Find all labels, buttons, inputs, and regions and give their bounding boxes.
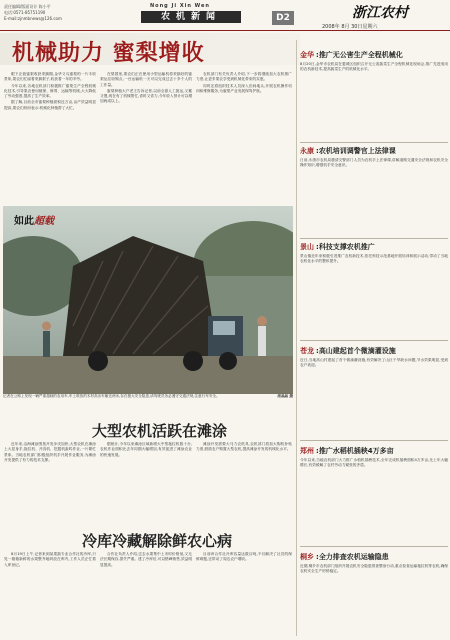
article-2-title: 大型农机活跃在滩涂	[92, 422, 228, 440]
brief-zhengzhou	[300, 446, 448, 542]
masthead-rule	[0, 30, 450, 31]
news-photo	[3, 206, 293, 394]
article-2-paragraph: 近年来,沿海滩涂围垦开发步伐加快,大型农机在滩涂上大显身手,拖拉机、开沟机、挖掘机轰鸣作业,一片繁忙景象。当地农机部门积极组织机手开展作业服务,为滩涂开发提供了有力的技术支撑。	[4, 442, 96, 462]
lead-paragraph: 在梨园里,果农们正在使用小型运输机将采摘好的蜜梨运往收购点,一台运输机一天可以完成过去十多个人的工作量。	[100, 72, 192, 87]
brief-place: 郑州	[300, 446, 314, 455]
brief-separator	[300, 142, 448, 143]
brief-heading: 郑州 :推广水稻机插秧4万多亩	[300, 446, 394, 455]
brief-yongkang	[300, 146, 448, 236]
brief-place: 永康	[300, 146, 314, 155]
brief-separator	[300, 546, 448, 547]
brief-place: 金华	[300, 50, 314, 59]
brief-jingshan	[300, 242, 448, 336]
brief-body: 今年以来,当地农机部门大力推广水稻机插秧技术,全年完成机插秧面积4万多亩,比上年大幅增长,有效缓解了农村劳动力紧张的矛盾。	[300, 458, 448, 468]
article-3-paragraph: 8月19日上午,记者来到某果蔬专业合作社的冷库,只见一箱箱新鲜的水果整齐地码放在库内,工作人员正忙着入库登记。	[4, 552, 96, 567]
lead-paragraph: 同时还将组织技术人员深入田间地头,开展农机操作培训和维修服务,为蜜梨产业发展保驾护航。	[196, 83, 292, 93]
brief-place: 景山	[300, 242, 314, 251]
brief-body: 日前,永康市农机局邀请交警部门人员为农机手上法律课,讲解道路交通安全法规和农机安全操作知识,增强机手安全意识。	[300, 158, 448, 168]
masthead-editor-line: 责任编辑/版面设计 陈小平	[4, 4, 51, 9]
brief-body: 近日,当地高山村建起了首个微滴灌设施,有效解决了山区干旱缺水问题,节水效果明显,受到农户欢迎。	[300, 358, 448, 368]
lead-paragraph: 农机部门有关负责人介绍,下一步将继续加大农机推广力度,让更多果农享受到机械化带来的实惠。	[196, 72, 292, 82]
photo-label	[14, 212, 54, 227]
section-pinyin: Nong Ji Xin Wen	[150, 3, 210, 9]
overloaded-truck-photo-illustration	[3, 206, 293, 394]
article-2-paragraph: 据统计,今年以来滩涂区域新增大中型拖拉机数十台,农机作业面积比去年同期大幅增加,有效促进了滩涂农业的快速发展。	[100, 442, 192, 457]
lead-paragraph: 蜜梨种植大户老王告诉记者,以前全靠人工挑运,又累又慢,现在有了机械帮忙,省时又省力,今年收入预计可以增加两成以上。	[100, 88, 192, 104]
article-2-paragraph: 滩涂开发需要大马力农机具,农机部门将加大购机补贴力度,鼓励农户购置大型农机,提高滩涂开发的机械化水平。	[196, 442, 292, 452]
brief-heading: 苍龙 :高山建起首个微滴灌设施	[300, 346, 396, 355]
brief-separator	[300, 340, 448, 341]
issue-date: 2008年 8月 30日星期六	[322, 24, 378, 30]
lead-article-col-2	[100, 72, 192, 204]
lead-article-col-3	[196, 72, 292, 204]
photo-label-emphasis: 超载	[34, 216, 54, 227]
article-2-col-1	[4, 442, 96, 522]
newspaper-logo: 浙江农村	[352, 5, 408, 21]
brief-tongxiang	[300, 552, 448, 638]
brief-place: 桐乡	[300, 552, 314, 561]
page-number: D2	[272, 11, 294, 25]
brief-body: 8月20日,金华市农机局在婺城区组织召开无公害蔬菜生产全程机械化现场会,推广先进适用的农机新技术,提高蔬菜生产的机械化水平。	[300, 62, 448, 72]
brief-jinhua	[300, 50, 448, 138]
brief-separator	[300, 440, 448, 441]
brief-heading: 景山 :科技支撑农机推广	[300, 242, 375, 251]
brief-title: 高山建起首个微滴灌设施	[318, 347, 396, 355]
masthead	[0, 0, 450, 30]
article-3-title: 冷库冷藏解除鲜农心病	[82, 532, 233, 550]
brief-separator	[300, 238, 448, 239]
brief-title: 推广水稻机插秧4万多亩	[318, 447, 394, 455]
brief-canglong	[300, 346, 448, 436]
brief-title: 推广无公害生产全程机械化	[318, 51, 403, 59]
photo-caption-text: 记者在公路上发现一辆严重超载的农用车,车上堆放的木材高出车厢近两米,存在极大安全隐患,请驾驶员务必遵守交通法规,注意行车安全。	[3, 394, 220, 398]
article-3-col-3	[196, 552, 292, 636]
article-2-col-2	[100, 442, 192, 522]
lead-paragraph: 据了解,目前全市蜜梨种植面积近万亩,亩产效益明显提高,果农们纷纷表示:机械化种植帮了大忙。	[4, 100, 96, 110]
lead-headline: 机械助力 蜜梨增收	[12, 41, 205, 66]
brief-place: 苍龙	[300, 346, 314, 355]
column-divider	[296, 40, 297, 636]
masthead-phone-line: 电话:0571-85751190	[4, 10, 46, 15]
article-3-paragraph: 合作社负责人介绍,过去水果集中上市时价格低,又无法长期保存,损失严重。建了冷库后,可以错峰销售,效益明显提高。	[100, 552, 192, 567]
brief-body: 近期,桐乡市农机部门组织开展农机安全隐患排查整治行动,重点检查运输拖拉机等农机,确保农机安全生产形势稳定。	[300, 564, 448, 574]
photo-caption	[3, 394, 293, 399]
section-title: 农机新闻	[141, 11, 241, 23]
article-3-col-1	[4, 552, 96, 636]
lead-article-col-1	[4, 72, 96, 204]
photo-credit: 周晶晶 摄	[277, 394, 293, 398]
article-3-col-2	[100, 552, 192, 636]
brief-heading: 永康 :农机培训调警官上法律课	[300, 146, 396, 155]
lead-paragraph: 眼下正值蜜梨收获采摘期,金华义乌蜜梨的一片丰收景象,果农们忙碌着采摘梨子,收获着一年的辛劳。	[4, 72, 96, 82]
article-3-paragraph: 目前该合作社冷库容量达数百吨,不仅解决了社员的保鲜难题,还带动了周边农户增收。	[196, 552, 292, 562]
brief-body: 景山镇近年来积极引进推广农机新技术,依托科技示范基地开展培训和展示活动,带动了当地农机化水平的整体提升。	[300, 254, 448, 264]
brief-heading: 桐乡 :全力排查农机运输隐患	[300, 552, 389, 561]
brief-title: 科技支撑农机推广	[318, 243, 375, 251]
article-2-col-3	[196, 442, 292, 522]
lead-paragraph: 今年以来,各地农机部门积极推广蜜梨生产全程机械化技术,引导果农使用植保、修剪、运输等机械,大大降低了劳动强度,提高了生产效率。	[4, 83, 96, 99]
photo-label-prefix: 如此	[14, 216, 34, 227]
brief-title: 全力排查农机运输隐患	[318, 553, 389, 561]
brief-title: 农机培训调警官上法律课	[318, 147, 396, 155]
masthead-email-line: E-mail:zjnmbnews@126.com	[4, 16, 62, 21]
brief-heading: 金华 :推广无公害生产全程机械化	[300, 50, 403, 59]
